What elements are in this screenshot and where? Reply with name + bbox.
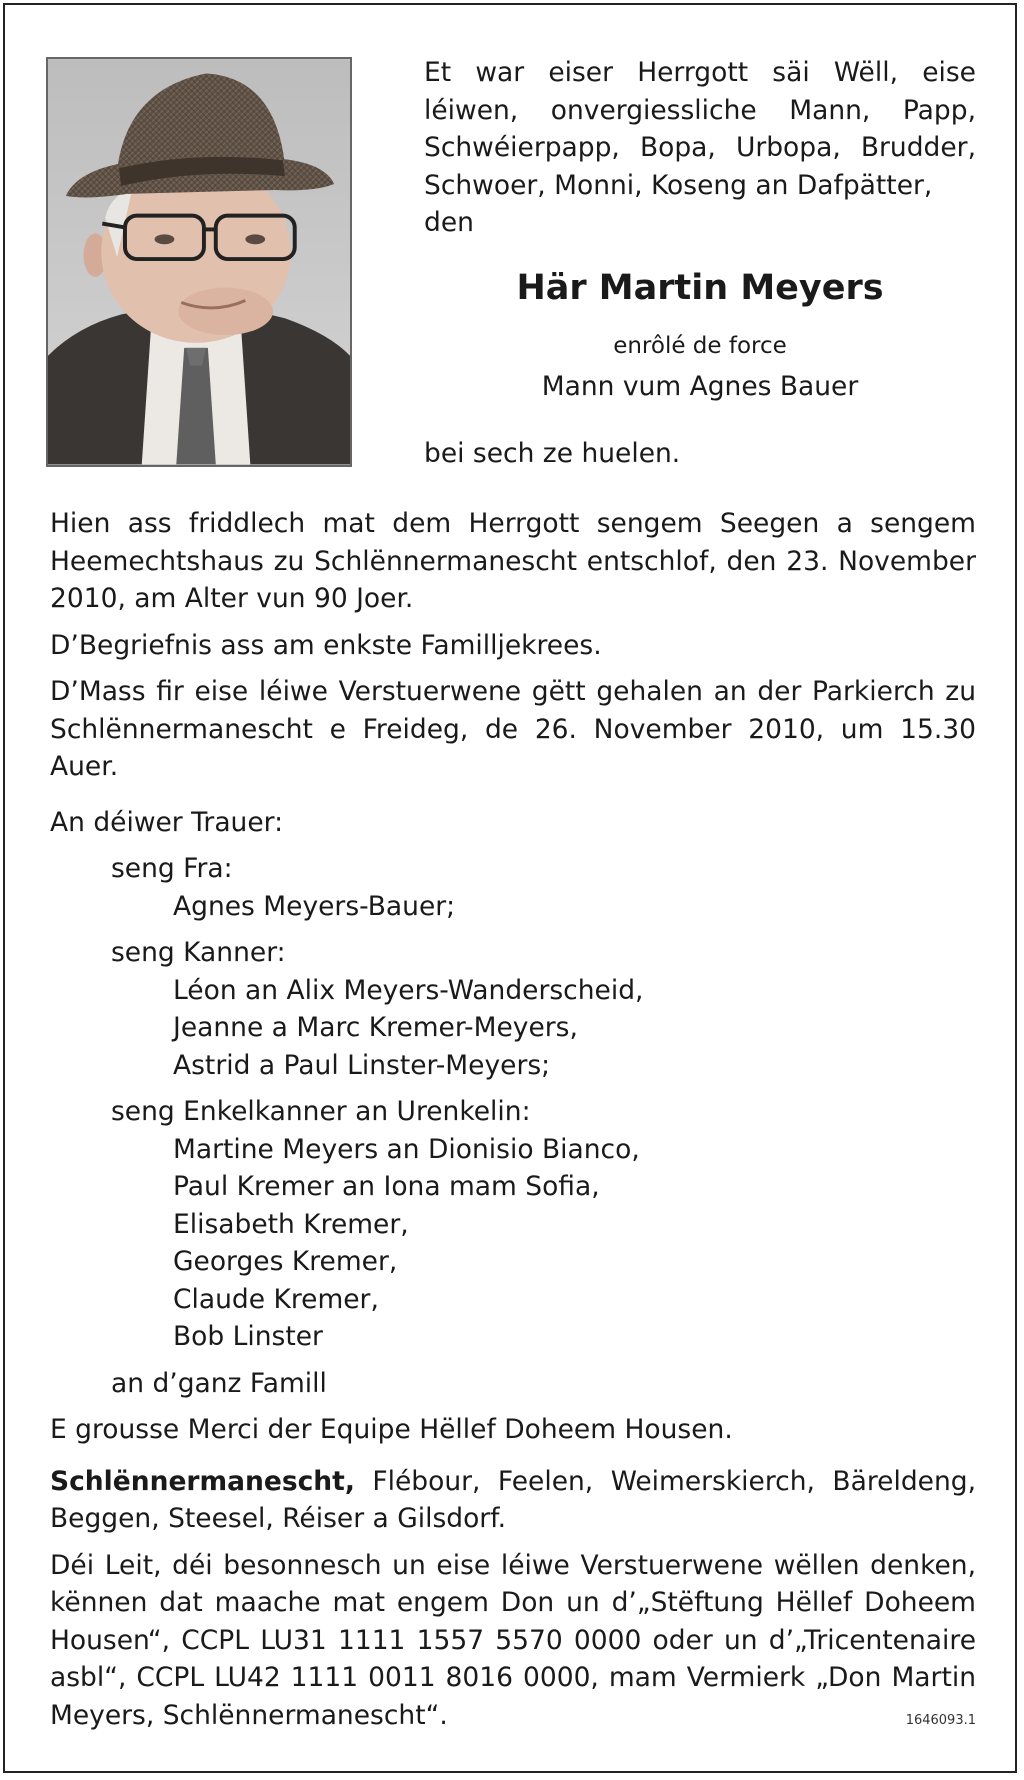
donation-paragraph: Déi Leit, déi besonnesch un eise léiwe Verstuerwene wëllen denken, kënnen dat maache mat engem Don un d’„Stëftung Hëllef Doheem Housen“, CCPL LU31 1111 1557 5570 0000 oder un d’„Tricentenaire asbl“, CCPL LU42 1111 0011 8016 0000, mam Vermierk „Don Martin Meyers, Schlënnermanescht“. (50, 1549, 976, 1731)
grandchild-entry: Paul Kremer an Iona mam Sofia, (173, 1171, 600, 1202)
place-others: Flébour, Feelen, Weimerskierch, Bäreldeng, Beggen, Steesel, Réiser a Gilsdorf. (50, 1465, 976, 1534)
grandchild-entry: Bob Linster (173, 1321, 323, 1352)
grandchildren-label: seng Enkelkanner an Urenkelin: (111, 1096, 531, 1127)
intro-den: den (424, 207, 474, 238)
grandchild-entry: Claude Kremer, (173, 1283, 379, 1315)
deceased-spouse-line: Mann vum Agnes Bauer (541, 371, 859, 402)
child-entry: Léon an Alix Meyers-Wanderscheid, (173, 974, 644, 1006)
wife-name: Agnes Meyers-Bauer; (173, 890, 456, 922)
funeral-paragraph: D’Begriefnis ass am enkste Familljekrees. (50, 629, 602, 661)
places-paragraph (50, 1463, 976, 1538)
notice-body (50, 505, 976, 1734)
child-entry: Astrid a Paul Linster-Meyers; (173, 1049, 551, 1081)
wife-label: seng Fra: (111, 853, 233, 884)
deceased-subtitle: enrôlé de force (613, 333, 787, 359)
mourners-heading: An déiwer Trauer: (50, 806, 284, 838)
children-label: seng Kanner: (111, 937, 286, 968)
whole-family: an d’ganz Famill (111, 1367, 327, 1399)
child-entry: Jeanne a Marc Kremer-Meyers, (173, 1012, 578, 1043)
intro-paragraph: Et war eiser Herrgott säi Wëll, eise léiwen, onvergiessliche Mann, Papp, Schwéierpapp, Bopa, Urbopa, Brudder, Schwoer, Monni, Koseng an Dafpätter, (424, 57, 976, 201)
intro-closing: bei sech ze huelen. (424, 438, 681, 469)
grandchild-entry: Elisabeth Kremer, (173, 1208, 409, 1240)
reference-number: 1646093.1 (905, 1713, 976, 1728)
deceased-name: Här Martin Meyers (516, 268, 884, 308)
intro-text (424, 54, 976, 242)
death-paragraph: Hien ass friddlech mat dem Herrgott sengem Seegen a sengem Heemechtshaus zu Schlënnermanescht entschlof, den 23. November 2010, am Alter vun 90 Joer. (50, 508, 976, 614)
thanks-paragraph: E grousse Merci der Equipe Hëllef Doheem Housen. (50, 1414, 733, 1445)
portrait-photo (46, 57, 352, 467)
grandchild-entry: Georges Kremer, (173, 1246, 398, 1277)
grandchild-entry: Martine Meyers an Dionisio Bianco, (173, 1133, 640, 1165)
mass-paragraph: D’Mass fir eise léiwe Verstuerwene gëtt gehalen an der Parkierch zu Schlënnermanescht e Freideg, de 26. November 2010, um 15.30 Auer. (50, 676, 976, 782)
place-main: Schlënnermanescht, (50, 1465, 355, 1497)
